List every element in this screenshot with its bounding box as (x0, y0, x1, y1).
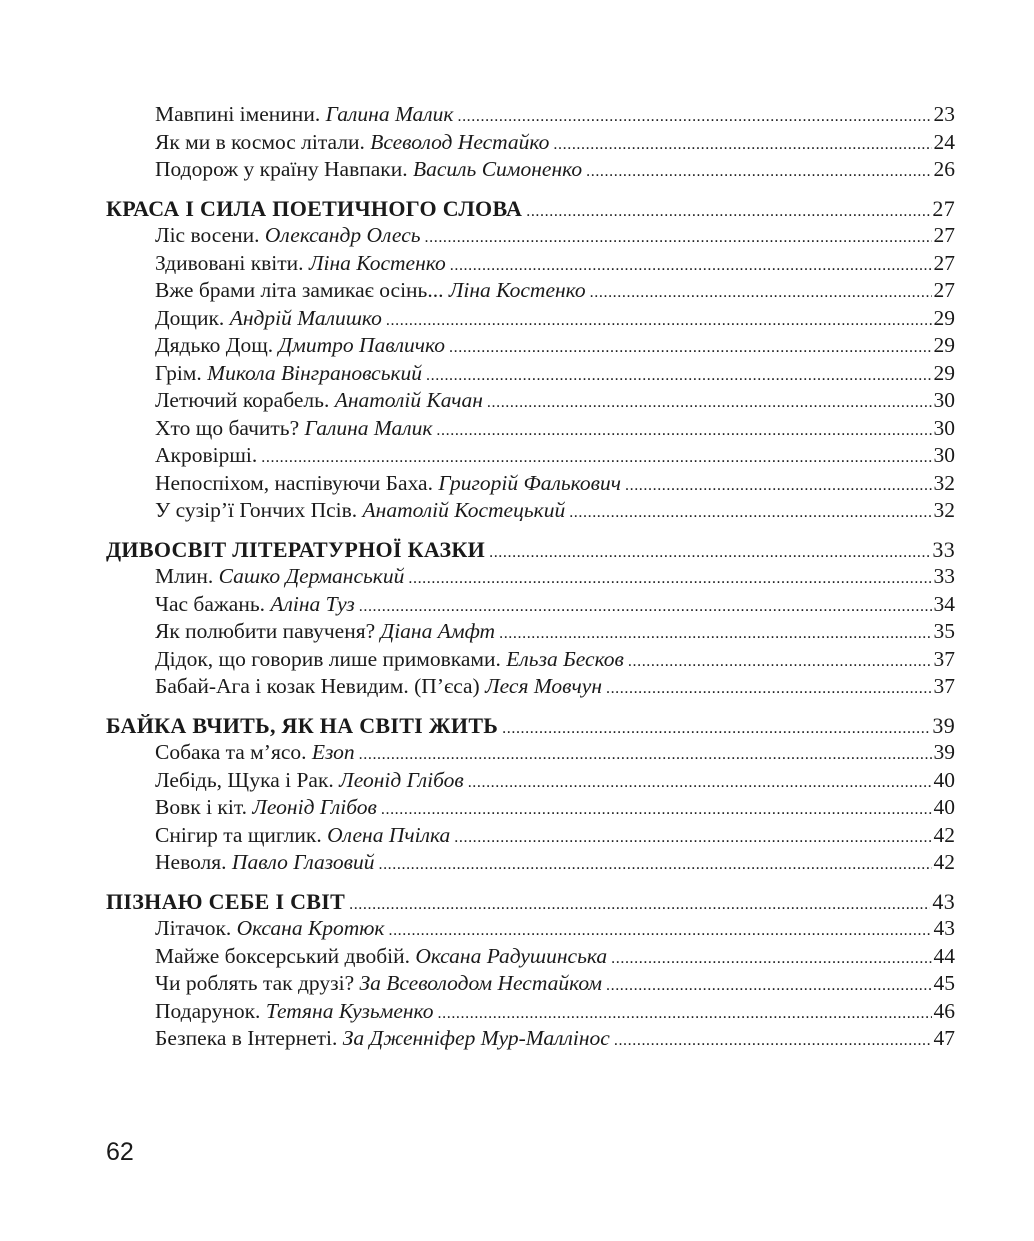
dot-leader (499, 618, 931, 648)
toc-entry (106, 415, 955, 443)
entry-page-number: 29 (933, 360, 955, 385)
entry-page-number: 30 (933, 443, 955, 467)
toc-entry (106, 794, 955, 822)
entry-author: Ліна Костенко (308, 250, 446, 275)
entry-page-number: 23 (933, 102, 955, 126)
dot-leader (450, 250, 932, 280)
section-heading (106, 195, 955, 223)
dot-leader (502, 712, 930, 743)
entry-title: Дядько Дощ. (155, 333, 279, 357)
entry-author: Олена Пчілка (327, 822, 451, 847)
entry-page-number: 47 (933, 1026, 955, 1050)
dot-leader (438, 998, 932, 1028)
entry-author: Сашко Дерманський (218, 564, 405, 588)
entry-page-number: 32 (933, 470, 955, 495)
toc-entry (106, 767, 955, 795)
entry-title: Ліс восени. (155, 223, 265, 247)
section-heading-title: ДИВОСВІТ ЛІТЕРАТУРНОЇ КАЗКИ (106, 536, 486, 562)
entry-title: Подарунок. (155, 998, 266, 1023)
entry-title: Як полюбити павученя? (155, 619, 381, 643)
entry-page-number: 44 (933, 943, 955, 968)
dot-leader (349, 888, 930, 919)
entry-page-number: 29 (933, 305, 955, 330)
entry-page-number: 42 (933, 822, 955, 847)
entry-title: Собака та м’ясо. (155, 740, 312, 764)
entry-title: Час бажань. (155, 591, 271, 616)
toc-entry (106, 129, 955, 157)
toc-entry (106, 673, 955, 701)
section-heading (106, 888, 955, 916)
dot-leader (408, 563, 931, 593)
entry-title: Здивовані квіти. (155, 250, 309, 275)
toc-entry (106, 591, 955, 619)
dot-leader (425, 222, 932, 252)
entry-page-number: 33 (933, 564, 955, 588)
toc-entry (106, 618, 955, 646)
dot-leader (590, 277, 932, 307)
entry-page-number: 37 (933, 646, 955, 671)
entry-title: Мавпині іменини. (155, 102, 326, 126)
entry-title: Літачок. (155, 916, 237, 940)
section-heading-title: ПІЗНАЮ СЕБЕ І СВІТ (106, 888, 346, 914)
toc-entry (106, 943, 955, 971)
entry-page-number: 40 (933, 795, 955, 819)
dot-leader (487, 387, 932, 417)
dot-leader (454, 822, 931, 852)
entry-page-number: 24 (933, 129, 955, 154)
dot-leader (614, 1025, 932, 1055)
section-page-number: 39 (932, 712, 955, 738)
dot-leader (359, 739, 932, 769)
entry-author: Леонід Глібов (252, 795, 377, 819)
entry-author: Дмитро Павличко (278, 333, 446, 357)
entry-page-number: 32 (933, 498, 955, 522)
toc-entry (106, 101, 955, 129)
toc-entry (106, 998, 955, 1026)
dot-leader (457, 101, 931, 131)
dot-leader (468, 767, 932, 797)
section-heading (106, 536, 955, 564)
toc-entry (106, 915, 955, 943)
entry-author: Ліна Костенко (448, 278, 586, 302)
toc-section (106, 536, 955, 701)
entry-title: Вже брами літа замикає осінь... (155, 278, 449, 302)
dot-leader (261, 442, 931, 472)
toc-section (106, 888, 955, 1053)
entry-title: Снігир та щиглик. (155, 822, 328, 847)
section-page-number: 43 (932, 888, 955, 914)
toc-entry (106, 305, 955, 333)
dot-leader (628, 646, 932, 676)
toc-entry (106, 849, 955, 877)
entry-page-number: 46 (933, 998, 955, 1023)
entry-title: Подорож у країну Навпаки. (155, 157, 413, 181)
dot-leader (553, 129, 931, 159)
entry-author: За Дженніфер Мур-Маллінос (342, 1026, 610, 1050)
dot-leader (426, 360, 931, 390)
entry-author: Ельза Бесков (506, 646, 624, 671)
entry-page-number: 35 (933, 619, 955, 643)
entry-title: Лебідь, Щука і Рак. (155, 767, 340, 792)
dot-leader (388, 915, 931, 945)
entry-author: Галина Малик (325, 102, 454, 126)
entry-page-number: 27 (933, 278, 955, 302)
entry-page-number: 27 (933, 250, 955, 275)
toc-entry (106, 277, 955, 305)
entry-author: Григорій Фалькович (438, 470, 621, 495)
toc-entry (106, 360, 955, 388)
entry-author: Оксана Радушинська (415, 943, 608, 968)
entry-author: Василь Симоненко (412, 157, 583, 181)
entry-title: Як ми в космос літали. (155, 129, 371, 154)
entry-author: Тетяна Кузьменко (265, 998, 434, 1023)
section-page-number: 27 (932, 195, 955, 221)
entry-page-number: 37 (933, 674, 955, 698)
toc-section (106, 712, 955, 877)
toc-entry (106, 563, 955, 591)
entry-page-number: 30 (933, 415, 955, 440)
entry-page-number: 40 (933, 767, 955, 792)
page-number: 62 (106, 1138, 134, 1166)
entry-author: Анатолій Костецький (362, 498, 566, 522)
toc-entry (106, 332, 955, 360)
dot-leader (489, 536, 930, 567)
entry-title: Безпека в Інтернеті. (155, 1026, 343, 1050)
entry-title: Чи роблять так друзі? (155, 971, 360, 995)
entry-title: Млин. (155, 564, 219, 588)
entry-author: Анатолій Качан (334, 388, 483, 412)
entry-title: Дідок, що говорив лише примовками. (155, 646, 507, 671)
entry-author: Всеволод Нестайко (370, 129, 550, 154)
dot-leader (381, 794, 932, 824)
dot-leader (611, 943, 931, 973)
entry-title: Летючий корабель. (155, 388, 335, 412)
entry-author: Оксана Кротюк (236, 916, 385, 940)
entry-title: Непоспіхом, наспівуючи Баха. (155, 470, 439, 495)
entry-page-number: 27 (933, 223, 955, 247)
toc-entry (106, 970, 955, 998)
toc-entry (106, 470, 955, 498)
dot-leader (586, 156, 931, 186)
entry-page-number: 30 (933, 388, 955, 412)
dot-leader (436, 415, 931, 445)
toc-entry (106, 739, 955, 767)
toc-entry (106, 156, 955, 184)
entry-page-number: 39 (933, 740, 955, 764)
entry-author: Андрій Малишко (229, 305, 382, 330)
section-heading-title: БАЙКА ВЧИТЬ, ЯК НА СВІТІ ЖИТЬ (106, 712, 499, 738)
entry-title: Акровірші. (155, 443, 258, 467)
entry-author: Леонід Глібов (339, 767, 464, 792)
dot-leader (378, 849, 931, 879)
toc-entry (106, 1025, 955, 1053)
entry-page-number: 45 (933, 971, 955, 995)
dot-leader (625, 470, 932, 500)
entry-author: Микола Вінграновський (207, 360, 423, 385)
entry-author: Павло Глазовий (231, 850, 375, 874)
dot-leader (606, 970, 932, 1000)
entry-page-number: 42 (933, 850, 955, 874)
entry-author: Езоп (311, 740, 355, 764)
entry-title: Майже боксерський двобій. (155, 943, 416, 968)
entry-title: Грім. (155, 360, 208, 385)
entry-page-number: 26 (933, 157, 955, 181)
entry-title: У сузір’ї Гончих Псів. (155, 498, 363, 522)
entry-author: Олександр Олесь (264, 223, 421, 247)
entry-author: Аліна Туз (270, 591, 355, 616)
entry-author: За Всеволодом Нестайком (359, 971, 602, 995)
section-page-number: 33 (932, 536, 955, 562)
dot-leader (526, 195, 930, 226)
dot-leader (449, 332, 931, 362)
dot-leader (386, 305, 932, 335)
dot-leader (569, 497, 931, 527)
entry-title: Дощик. (155, 305, 230, 330)
toc-entry (106, 646, 955, 674)
section-heading (106, 712, 955, 740)
toc-section (106, 195, 955, 525)
entry-author: Галина Малик (304, 415, 433, 440)
entry-author: Леся Мовчун (485, 674, 602, 698)
dot-leader (606, 673, 932, 703)
entry-page-number: 29 (933, 333, 955, 357)
dot-leader (359, 591, 932, 621)
entry-title: Неволя. (155, 850, 232, 874)
toc-entry (106, 822, 955, 850)
entry-title: Бабай-Ага і козак Невидим. (П’єса) (155, 674, 486, 698)
table-of-contents (106, 101, 955, 1053)
entry-page-number: 43 (933, 916, 955, 940)
toc-entry (106, 442, 955, 470)
toc-entry (106, 387, 955, 415)
toc-section (106, 101, 955, 184)
entry-title: Хто що бачить? (155, 415, 305, 440)
toc-entry (106, 497, 955, 525)
entry-page-number: 34 (933, 591, 955, 616)
entry-title: Вовк і кіт. (155, 795, 253, 819)
toc-entry (106, 222, 955, 250)
toc-entry (106, 250, 955, 278)
section-heading-title: КРАСА І СИЛА ПОЕТИЧНОГО СЛОВА (106, 195, 523, 221)
entry-author: Діана Амфт (380, 619, 496, 643)
